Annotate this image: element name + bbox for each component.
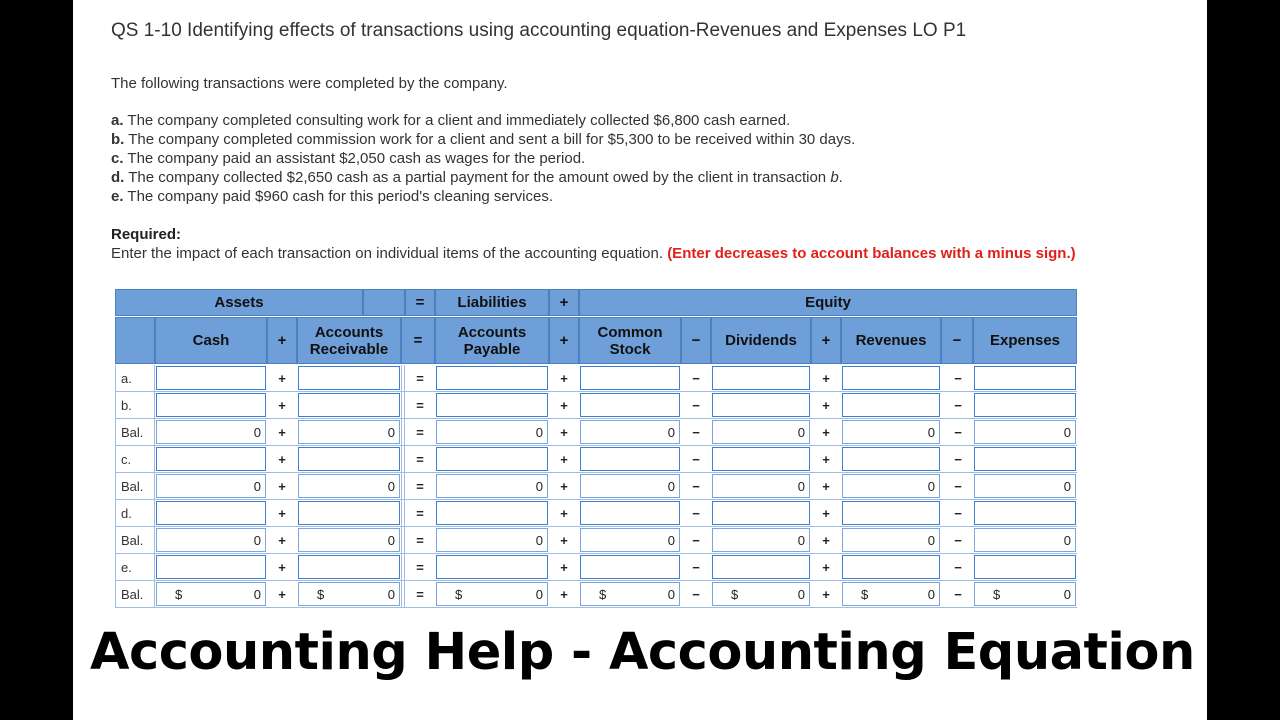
operator-sign: − [954,533,962,548]
cell-value: 0 [1063,424,1071,440]
operator-sign: + [278,587,286,602]
accounts-receivable-input[interactable] [298,447,400,471]
required-text: Enter the impact of each transaction on individual items of the accounting equation. (Enter decreases to account balances with a minus sign.) [111,245,1076,262]
column-divider [401,365,402,608]
revenues-input[interactable] [842,501,940,525]
revenues-input[interactable] [842,393,940,417]
operator-sign: = [416,452,424,467]
transaction-list [111,111,855,206]
operator-sign: = [416,479,424,494]
accounts-receivable-header: Accounts Receivable [297,317,401,364]
dividends-input[interactable] [712,393,810,417]
cell-value: 0 [253,478,261,494]
minus-header-2: − [941,317,973,364]
operator-sign: + [822,398,830,413]
operator-sign: + [560,533,568,548]
row-label: a. [115,365,155,392]
accounts-payable-input[interactable] [436,555,548,579]
cash-balance [156,582,266,606]
dividends-input[interactable] [712,555,810,579]
operator-sign: + [278,371,286,386]
cell-value: 0 [535,478,543,494]
operator-sign: − [954,587,962,602]
operator-sign: + [822,479,830,494]
operator-sign: − [954,398,962,413]
dividends-balance [712,528,810,552]
operator-sign: + [822,533,830,548]
operator-sign: − [954,452,962,467]
operator-sign: − [692,452,700,467]
row-label: e. [115,554,155,581]
cash-balance [156,420,266,444]
operator-sign: − [692,398,700,413]
operator-sign: − [692,479,700,494]
revenues-balance [842,582,940,606]
cell-value: 0 [797,424,805,440]
row-label: Bal. [115,419,155,446]
cash-input[interactable] [156,393,266,417]
cell-value: 0 [253,424,261,440]
cell-value: 0 [387,586,395,602]
operator-sign: + [278,398,286,413]
operator-sign: + [560,560,568,575]
currency-symbol: $ [455,586,463,602]
cell-value: 0 [387,424,395,440]
cell-value: 0 [535,424,543,440]
revenues-input[interactable] [842,555,940,579]
common-stock-input[interactable] [580,393,680,417]
cell-value: 0 [927,586,935,602]
transaction-a: a. The company completed consulting work for a client and immediately collected $6,800 cash earned. [111,112,791,129]
row-label-header [115,317,155,364]
equals-header: = [401,317,435,364]
operator-sign: = [416,533,424,548]
cell-value: 0 [387,532,395,548]
operator-sign: + [278,479,286,494]
expenses-input[interactable] [974,393,1076,417]
operator-sign: + [560,479,568,494]
operator-sign: − [692,425,700,440]
common-stock-input[interactable] [580,447,680,471]
cell-value: 0 [797,586,805,602]
accounts-payable-input[interactable] [436,501,548,525]
revenues-balance [842,420,940,444]
cash-input[interactable] [156,366,266,390]
revenues-header: Revenues [841,317,941,364]
expenses-balance [974,474,1076,498]
accounts-receivable-balance [298,582,400,606]
row-label: Bal. [115,527,155,554]
required-heading: Required: [111,226,182,243]
accounts-receivable-input[interactable] [298,366,400,390]
transaction-e: e. The company paid $960 cash for this period's cleaning services. [111,188,554,205]
equals-group-header: = [405,289,435,316]
cell-value: 0 [797,478,805,494]
currency-symbol: $ [317,586,325,602]
accounts-receivable-input[interactable] [298,555,400,579]
operator-sign: + [822,587,830,602]
operator-sign: = [416,587,424,602]
row-label: c. [115,446,155,473]
currency-symbol: $ [731,586,739,602]
cell-value: 0 [1063,586,1071,602]
currency-symbol: $ [175,586,183,602]
row-label: Bal. [115,581,155,608]
accounts-receivable-input[interactable] [298,501,400,525]
cell-value: 0 [1063,532,1071,548]
cell-value: 0 [797,532,805,548]
cell-value: 0 [667,586,675,602]
operator-sign: − [954,506,962,521]
operator-sign: − [692,533,700,548]
operator-sign: + [560,452,568,467]
expenses-input[interactable] [974,366,1076,390]
common-stock-header: Common Stock [579,317,681,364]
operator-sign: = [416,425,424,440]
cash-input[interactable] [156,447,266,471]
operator-sign: + [822,371,830,386]
operator-sign: − [692,560,700,575]
row-label: b. [115,392,155,419]
cash-input[interactable] [156,555,266,579]
accounts-payable-input[interactable] [436,366,548,390]
common-stock-balance [580,582,680,606]
transaction-b: b. The company completed commission work for a client and sent a bill for $5,300 to be received within 30 days. [111,131,856,148]
operator-sign: + [822,452,830,467]
minus-header-1: − [681,317,711,364]
dividends-header: Dividends [711,317,811,364]
cash-input[interactable] [156,501,266,525]
transaction-c: c. The company paid an assistant $2,050 cash as wages for the period. [111,150,586,167]
column-divider [404,365,405,608]
assets-header-filler [363,289,405,316]
expenses-balance [974,528,1076,552]
transaction-d: d. The company collected $2,650 cash as a partial payment for the amount owed by the client in transaction b. [111,169,843,186]
currency-symbol: $ [599,586,607,602]
dividends-input[interactable] [712,447,810,471]
operator-sign: + [278,533,286,548]
plus-header-1: + [267,317,297,364]
operator-sign: + [560,371,568,386]
accounts-payable-input[interactable] [436,393,548,417]
dividends-balance [712,474,810,498]
common-stock-balance [580,420,680,444]
operator-sign: − [954,560,962,575]
operator-sign: + [560,506,568,521]
operator-sign: + [278,560,286,575]
cash-header: Cash [155,317,267,364]
accounts-payable-balance [436,582,548,606]
cash-balance [156,474,266,498]
cell-value: 0 [253,586,261,602]
revenues-input[interactable] [842,366,940,390]
plus-group-header: + [549,289,579,316]
revenues-balance [842,474,940,498]
operator-sign: − [692,506,700,521]
cell-value: 0 [535,586,543,602]
operator-sign: + [822,560,830,575]
cell-value: 0 [253,532,261,548]
expenses-input[interactable] [974,555,1076,579]
question-title: QS 1-10 Identifying effects of transactions using accounting equation-Revenues and Expenses LO P1 [111,20,967,41]
operator-sign: + [278,452,286,467]
operator-sign: + [822,506,830,521]
video-banner-title: Accounting Help - Accounting Equation [90,623,1195,682]
expenses-balance [974,420,1076,444]
currency-symbol: $ [861,586,869,602]
cell-value: 0 [927,532,935,548]
row-label: Bal. [115,473,155,500]
operator-sign: − [692,371,700,386]
expenses-balance [974,582,1076,606]
question-page [73,0,1207,720]
dividends-input[interactable] [712,501,810,525]
expenses-input[interactable] [974,501,1076,525]
currency-symbol: $ [993,586,1001,602]
required-note: (Enter decreases to account balances with a minus sign.) [667,245,1076,262]
cell-value: 0 [667,532,675,548]
row-label: d. [115,500,155,527]
operator-sign: − [954,479,962,494]
operator-sign: + [560,425,568,440]
accounts-receivable-balance [298,420,400,444]
operator-sign: + [278,506,286,521]
operator-sign: − [954,425,962,440]
accounts-payable-input[interactable] [436,447,548,471]
operator-sign: + [822,425,830,440]
dividends-balance [712,420,810,444]
dividends-balance [712,582,810,606]
common-stock-balance [580,528,680,552]
cell-value: 0 [927,478,935,494]
liabilities-header: Liabilities [435,289,549,316]
operator-sign: − [954,371,962,386]
cell-value: 0 [667,478,675,494]
revenues-input[interactable] [842,447,940,471]
operator-sign: = [416,506,424,521]
accounts-receivable-input[interactable] [298,393,400,417]
cell-value: 0 [1063,478,1071,494]
accounts-payable-balance [436,420,548,444]
operator-sign: + [560,587,568,602]
expenses-input[interactable] [974,447,1076,471]
intro-text: The following transactions were completed by the company. [111,75,508,92]
revenues-balance [842,528,940,552]
cell-value: 0 [387,478,395,494]
operator-sign: = [416,560,424,575]
dividends-input[interactable] [712,366,810,390]
operator-sign: + [560,398,568,413]
operator-sign: = [416,371,424,386]
operator-sign: + [278,425,286,440]
expenses-header: Expenses [973,317,1077,364]
cell-value: 0 [667,424,675,440]
common-stock-input[interactable] [580,366,680,390]
equity-header: Equity [579,289,1077,316]
assets-header: Assets [115,289,363,316]
accounts-payable-balance [436,528,548,552]
common-stock-input[interactable] [580,555,680,579]
cash-balance [156,528,266,552]
cell-value: 0 [535,532,543,548]
common-stock-balance [580,474,680,498]
accounts-receivable-balance [298,474,400,498]
operator-sign: = [416,398,424,413]
common-stock-input[interactable] [580,501,680,525]
accounts-receivable-balance [298,528,400,552]
cell-value: 0 [927,424,935,440]
plus-header-2: + [549,317,579,364]
plus-header-3: + [811,317,841,364]
operator-sign: − [692,587,700,602]
accounts-payable-balance [436,474,548,498]
accounts-payable-header: Accounts Payable [435,317,549,364]
